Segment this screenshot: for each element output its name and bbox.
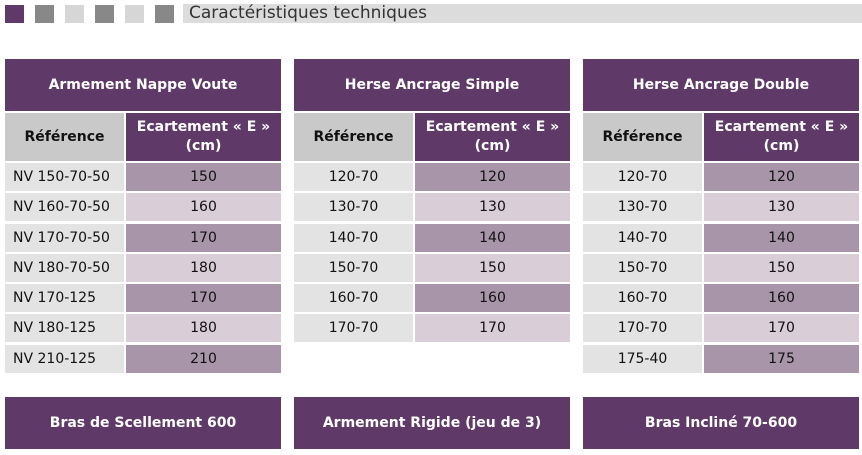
cell-ecartement: 170 (126, 224, 281, 252)
table-herse-ancrage-double (583, 59, 859, 375)
section-header (0, 0, 862, 26)
table-row (583, 224, 859, 252)
cell-ecartement: 180 (126, 254, 281, 282)
cell-reference: 160-70 (294, 284, 413, 312)
table-row (5, 284, 281, 312)
cell-reference: NV 170-125 (5, 284, 124, 312)
column-header-reference: Référence (583, 113, 702, 161)
cell-ecartement: 160 (704, 284, 859, 312)
cell-reference: NV 180-70-50 (5, 254, 124, 282)
cell-reference: NV 150-70-50 (5, 163, 124, 191)
column-header-ecartement-line2: (cm) (185, 138, 222, 154)
table-row (583, 345, 859, 373)
column-header-ecartement-line2: (cm) (474, 138, 511, 154)
table-row (583, 284, 859, 312)
cell-ecartement: 180 (126, 314, 281, 342)
table-row (5, 224, 281, 252)
table-herse-ancrage-simple (294, 59, 570, 345)
table-row (294, 163, 570, 191)
column-header-ecartement-line1: Ecartement « E » (136, 119, 271, 135)
table-header-row (294, 113, 570, 161)
cell-reference: 170-70 (294, 314, 413, 342)
cell-ecartement: 120 (704, 163, 859, 191)
table-armement-nappe-voute (5, 59, 281, 375)
cell-ecartement: 150 (126, 163, 281, 191)
header-square-1 (5, 5, 24, 23)
cell-ecartement: 130 (704, 193, 859, 221)
page-title: Caractéristiques techniques (189, 3, 428, 23)
cell-ecartement: 170 (704, 314, 859, 342)
table-header-row (5, 113, 281, 161)
column-header-ecartement (704, 113, 859, 161)
table-row (294, 284, 570, 312)
column-header-reference: Référence (294, 113, 413, 161)
table-row (583, 193, 859, 221)
table-row (5, 345, 281, 373)
cell-ecartement: 150 (415, 254, 570, 282)
header-square-5 (125, 5, 144, 23)
table-row (5, 254, 281, 282)
cell-reference: 140-70 (294, 224, 413, 252)
table-title: Herse Ancrage Double (583, 59, 859, 111)
cell-ecartement: 160 (415, 284, 570, 312)
column-header-ecartement (126, 113, 281, 161)
column-header-reference: Référence (5, 113, 124, 161)
table-row (294, 314, 570, 342)
cell-reference: 130-70 (294, 193, 413, 221)
cell-ecartement: 175 (704, 345, 859, 373)
cell-ecartement: 140 (415, 224, 570, 252)
cell-ecartement: 210 (126, 345, 281, 373)
cell-ecartement: 130 (415, 193, 570, 221)
header-square-6 (155, 5, 174, 23)
cell-reference: 170-70 (583, 314, 702, 342)
cell-ecartement: 150 (704, 254, 859, 282)
table-row (294, 193, 570, 221)
cell-reference: 160-70 (583, 284, 702, 312)
column-header-ecartement-line1: Ecartement « E » (425, 119, 560, 135)
column-header-ecartement-line1: Ecartement « E » (714, 119, 849, 135)
cell-ecartement: 160 (126, 193, 281, 221)
box-armement-rigide: Armement Rigide (jeu de 3) (294, 397, 570, 449)
table-row (583, 314, 859, 342)
column-header-ecartement (415, 113, 570, 161)
table-row (294, 224, 570, 252)
cell-reference: NV 210-125 (5, 345, 124, 373)
cell-reference: 175-40 (583, 345, 702, 373)
table-row (5, 163, 281, 191)
cell-reference: NV 160-70-50 (5, 193, 124, 221)
cell-reference: 120-70 (294, 163, 413, 191)
table-title: Armement Nappe Voute (5, 59, 281, 111)
cell-reference: 150-70 (294, 254, 413, 282)
table-row (583, 163, 859, 191)
table-row (5, 314, 281, 342)
table-header-row (583, 113, 859, 161)
cell-reference: 140-70 (583, 224, 702, 252)
table-row (5, 193, 281, 221)
table-title: Herse Ancrage Simple (294, 59, 570, 111)
cell-reference: NV 170-70-50 (5, 224, 124, 252)
table-row (583, 254, 859, 282)
cell-ecartement: 120 (415, 163, 570, 191)
cell-ecartement: 170 (126, 284, 281, 312)
column-header-ecartement-line2: (cm) (763, 138, 800, 154)
cell-ecartement: 170 (415, 314, 570, 342)
header-square-4 (95, 5, 114, 23)
box-bras-de-scellement: Bras de Scellement 600 (5, 397, 281, 449)
cell-reference: 150-70 (583, 254, 702, 282)
header-square-2 (35, 5, 54, 23)
box-bras-incline: Bras Incliné 70-600 (583, 397, 859, 449)
cell-reference: 120-70 (583, 163, 702, 191)
cell-reference: 130-70 (583, 193, 702, 221)
header-square-3 (65, 5, 84, 23)
cell-ecartement: 140 (704, 224, 859, 252)
cell-reference: NV 180-125 (5, 314, 124, 342)
table-row (294, 254, 570, 282)
